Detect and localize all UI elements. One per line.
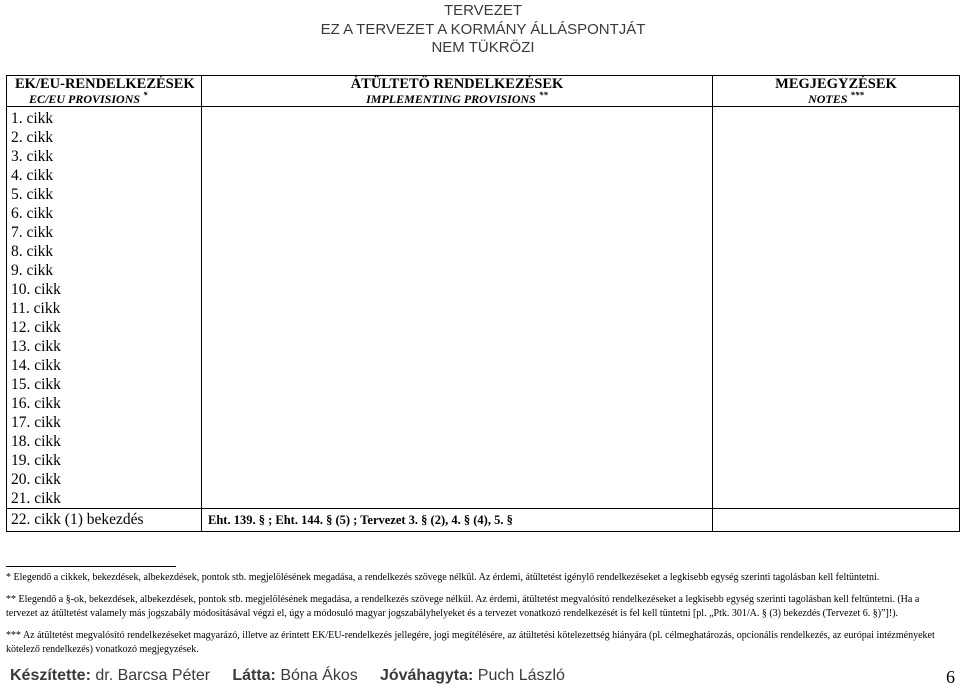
header-notes (713, 76, 960, 107)
implementing-cell: Eht. 139. § ; Eht. 144. § (5) ; Tervezet 3. § (2), 4. § (4), 5. § (208, 512, 513, 527)
article-row: 1. cikk (11, 110, 54, 127)
approved-label: Jóváhagyta: (379, 667, 474, 684)
article-row: 7. cikk (11, 224, 54, 241)
article-row: 21. cikk (11, 490, 61, 507)
seen-label: Látta: (232, 667, 276, 684)
footnote-3: *** Az átültetést megvalósító rendelkezéseket magyarázó, illetve az érintett EK/EU-rendelkezés jellegére, jogi megítélésére, az átültetési kötelezettség hiányára (pl. célmeghatározás, opcionális rendelkezés, az európai intézményeket kötelező rendelkezés) vonatkozó megjegyzések. (6, 630, 935, 655)
article-row: 9. cikk (11, 262, 54, 279)
correlation-table (6, 75, 960, 532)
footnote-mark: *** (850, 90, 864, 100)
header-ec-subtitle: EC/EU PROVISIONS (29, 92, 141, 106)
article-row: 18. cikk (11, 433, 61, 450)
article-cell: 22. cikk (1) bekezdés (11, 511, 144, 528)
prepared-by: dr. Barcsa Péter (95, 667, 211, 684)
article-row: 17. cikk (11, 414, 61, 431)
article-row: 12. cikk (11, 319, 61, 336)
notes-cell-empty (713, 107, 960, 509)
article-row: 2. cikk (11, 129, 54, 146)
article-row: 20. cikk (11, 471, 61, 488)
footnote-2: ** Elegendő a §-ok, bekezdések, albekezdések, pontok stb. megjelölésének megadása, a rendelkezés szövege nélkül. Az érdemi, átültetést megvalósító rendelkezéseket a legkisebb egység szerinti tagolásban kell feltüntetni. (Ha a tervezet az átültetést valamely más jogszabály módosításával végzi el, úgy a módosuló magyar jogszabályhelyeket és a tervezet vonatkozó rendelkezését is fel kell tüntetni [pl. „Ptk. 301/A. § (3) bekezdés (Tervezet 6. §)”]!). (6, 594, 920, 619)
seen-by: Bóna Ákos (280, 667, 358, 684)
article-row: 19. cikk (11, 452, 61, 469)
article-list (7, 107, 201, 508)
page-footer (10, 667, 955, 689)
article-row: 11. cikk (11, 300, 61, 317)
draft-notice (0, 2, 960, 58)
prepared-label: Készítette: (10, 667, 91, 684)
article-row: 8. cikk (11, 243, 54, 260)
draft-notice-line: EZ A TERVEZET A KORMÁNY ÁLLÁSPONTJÁT (320, 20, 646, 38)
article-row: 4. cikk (11, 167, 54, 184)
draft-notice-line: NEM TÜKRÖZI (431, 39, 535, 56)
table-header-row (7, 76, 960, 107)
header-impl-subtitle: IMPLEMENTING PROVISIONS (366, 92, 536, 106)
table-row (7, 509, 960, 532)
header-notes-subtitle: NOTES (808, 92, 848, 106)
article-rows-block (7, 107, 960, 509)
approved-by: Puch László (477, 667, 565, 684)
header-ec-provisions (7, 76, 202, 107)
article-row: 6. cikk (11, 205, 54, 222)
page-number: 6 (946, 667, 955, 687)
article-row: 5. cikk (11, 186, 54, 203)
footnote-divider (6, 566, 176, 567)
header-implementing-provisions (202, 76, 713, 107)
draft-notice-line: TERVEZET (443, 2, 523, 19)
article-row: 3. cikk (11, 148, 54, 165)
article-row: 16. cikk (11, 395, 61, 412)
header-impl-title: ÁTÜLTETŐ RENDELKEZÉSEK (350, 76, 564, 92)
footnote-1: * Elegendő a cikkek, bekezdések, albekezdések, pontok stb. megjelölésének megadása, a rendelkezés szövege nélkül. Az érdemi, átültetést igénylő rendelkezéseket a legkisebb egység szerinti tagolásban kell feltüntetni. (6, 572, 880, 583)
header-ec-title: EK/EU-RENDELKEZÉSEK (15, 76, 195, 92)
footnote-mark: ** (538, 90, 548, 100)
article-row: 15. cikk (11, 376, 61, 393)
article-row: 14. cikk (11, 357, 61, 374)
footnote-mark: * (143, 90, 148, 100)
article-row: 13. cikk (11, 338, 61, 355)
article-row: 10. cikk (11, 281, 61, 298)
implementing-cell-empty (202, 107, 713, 509)
header-notes-title: MEGJEGYZÉSEK (775, 76, 897, 92)
